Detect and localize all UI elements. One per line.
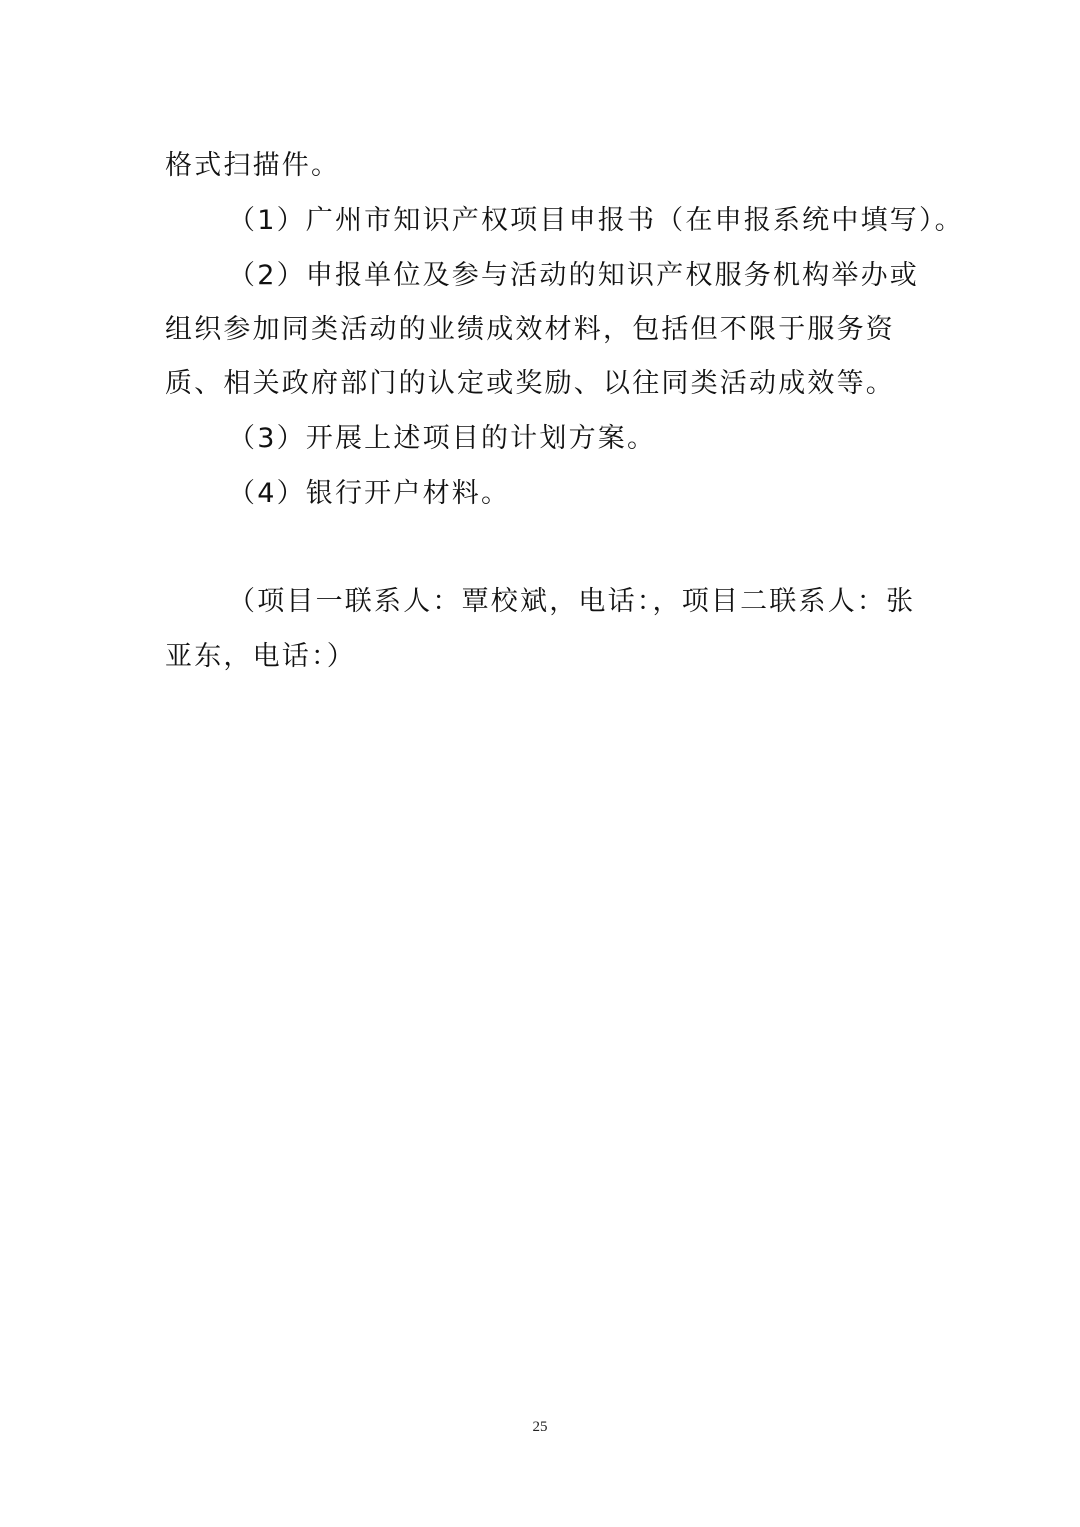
- text-line-5: 质、相关政府部门的认定或奖励、以往同类活动成效等。: [165, 368, 895, 399]
- page-number: 25: [532, 1419, 548, 1435]
- text-line-8: （项目一联系人：覃校斌，电话：，项目二联系人：张: [228, 586, 916, 617]
- text-line-3: （2）申报单位及参与活动的知识产权服务机构举办或: [228, 260, 919, 291]
- text-line-4: 组织参加同类活动的业绩成效材料，包括但不限于服务资: [165, 314, 895, 345]
- text-line-2: （1）广州市知识产权项目申报书（在申报系统中填写）。: [228, 205, 964, 236]
- text-line-9: 亚东，电话：）: [165, 641, 356, 672]
- text-line-1: 格式扫描件。: [165, 150, 341, 181]
- text-line-7: （4）银行开户材料。: [228, 478, 511, 509]
- text-line-6: （3）开展上述项目的计划方案。: [228, 423, 657, 454]
